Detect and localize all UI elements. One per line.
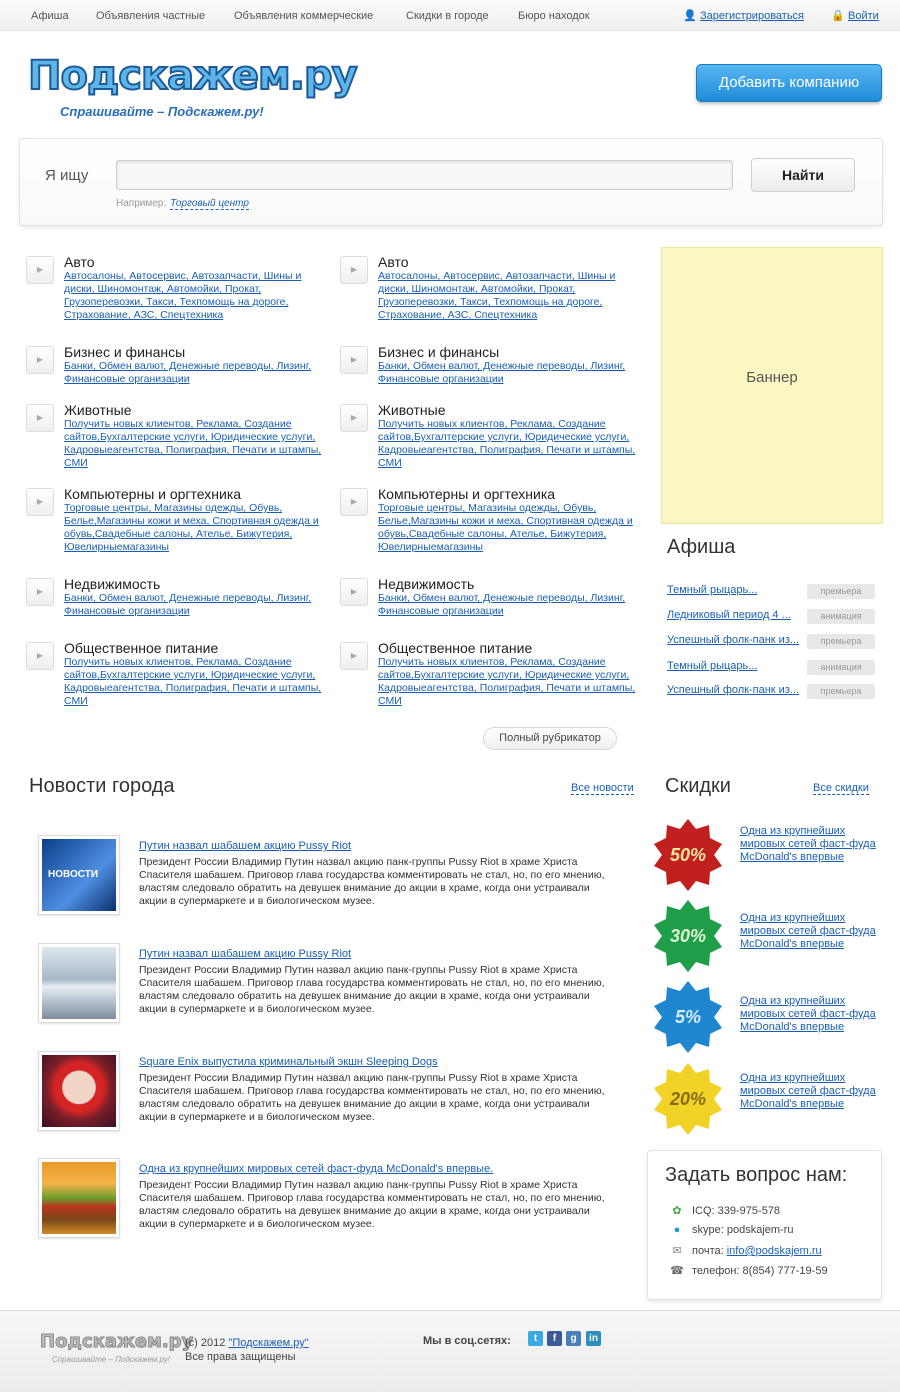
category-title[interactable]: Бизнес и финансы bbox=[64, 344, 186, 360]
search-panel bbox=[19, 138, 883, 226]
footer bbox=[0, 1310, 900, 1392]
contact-icq-text: ICQ: 339-975-578 bbox=[692, 1205, 781, 1217]
discount-link[interactable]: Одна из крупнейших мировых сетей фаст-фуда McDonald's впервые bbox=[740, 1072, 876, 1110]
news-thumbnail[interactable] bbox=[38, 835, 120, 915]
afisha-item-link[interactable]: Ледниковый период 4 ... bbox=[667, 609, 791, 621]
afisha-tag: премьера bbox=[807, 634, 875, 649]
category-links[interactable]: Автосалоны, Автосервис, Автозапчасти, Шины и диски, Шиномонтаж, Автомойки, Прокат, Грузоперевозки, Такси, Техпомощь на дороге, Страхование, АЗС, Спецтехника bbox=[378, 270, 616, 321]
search-hint-link[interactable]: Торговый центр bbox=[170, 198, 249, 209]
contact-mail-link[interactable]: info@podskajem.ru bbox=[726, 1245, 822, 1257]
arrow-icon[interactable]: ▶ bbox=[26, 404, 54, 432]
arrow-icon[interactable]: ▶ bbox=[340, 488, 368, 516]
news-title[interactable]: Путин назвал шабашем акцию Pussy Riot bbox=[139, 948, 352, 960]
discount-percent: 20% bbox=[669, 1089, 707, 1109]
nav-lost-found[interactable]: Бюро находок bbox=[518, 10, 590, 22]
nav-afisha[interactable]: Афиша bbox=[31, 10, 69, 22]
copyright-link[interactable]: "Подскажем.ру" bbox=[228, 1337, 309, 1349]
category-title[interactable]: Недвижимость bbox=[64, 576, 161, 592]
category-links[interactable]: Банки, Обмен валют, Денежные переводы, Лизинг, Финансовые организации bbox=[64, 360, 312, 385]
linkedin-icon[interactable]: in bbox=[586, 1331, 601, 1346]
category-title[interactable]: Животные bbox=[378, 402, 446, 418]
rights-text: Все права защищены bbox=[185, 1351, 296, 1363]
afisha-item-link[interactable]: Успешный фолк-панк из... bbox=[667, 634, 800, 646]
contact-mail bbox=[670, 1244, 822, 1257]
afisha-item bbox=[667, 660, 877, 676]
icq-icon: ✿ bbox=[672, 1205, 682, 1217]
category-title[interactable]: Животные bbox=[64, 402, 132, 418]
category-links[interactable]: Торговые центры, Магазины одежды, Обувь, Белье,Магазины кожи и меха, Спортивная одежда и обувь,Свадебные салоны, Ателье, Бижутерия, Ювелирныемагазины bbox=[64, 502, 319, 553]
arrow-icon[interactable]: ▶ bbox=[340, 404, 368, 432]
category-links[interactable]: Получить новых клиентов, Реклама, Создание сайтов,Бухгалтерские услуги, Юридические услуги, Кадровыеагентства, Полиграфия, Печати и штампы, СМИ bbox=[378, 418, 636, 469]
afisha-tag: премьера bbox=[807, 684, 875, 699]
arrow-icon[interactable]: ▶ bbox=[26, 578, 54, 606]
category-links[interactable]: Автосалоны, Автосервис, Автозапчасти, Шины и диски, Шиномонтаж, Автомойки, Прокат, Грузоперевозки, Такси, Техпомощь на дороге, Страхование, АЗС, Спецтехника bbox=[64, 270, 302, 321]
news-thumbnail[interactable] bbox=[38, 1051, 120, 1131]
news-text: Президент России Владимир Путин назвал акцию панк-группы Pussy Riot в храме Христа Спасителя шабашем. Приговор глава государства комментировать не стал, но, по его мнению, властям следовало обратить на девушек внимание до акции в храме, когда они устраивали акции в супермаркете и в биологическом музее. bbox=[139, 964, 605, 1015]
skype-icon: ● bbox=[673, 1224, 681, 1236]
category-links[interactable]: Получить новых клиентов, Реклама, Создание сайтов,Бухгалтерские услуги, Юридические услуги, Кадровыеагентства, Полиграфия, Печати и штампы, СМИ bbox=[64, 418, 322, 469]
news-text: Президент России Владимир Путин назвал акцию панк-группы Pussy Riot в храме Христа Спасителя шабашем. Приговор глава государства комментировать не стал, но, по его мнению, властям следовало обратить на девушек внимание до акции в храме, когда они устраивали акции в супермаркете и в биологическом музее. bbox=[139, 856, 605, 907]
user-icon: 👤 bbox=[683, 10, 697, 22]
search-input[interactable] bbox=[116, 160, 733, 190]
arrow-icon[interactable]: ▶ bbox=[26, 642, 54, 670]
arrow-icon[interactable]: ▶ bbox=[340, 578, 368, 606]
arrow-icon[interactable]: ▶ bbox=[26, 346, 54, 374]
all-discounts-link[interactable]: Все скидки bbox=[813, 782, 869, 794]
category-title[interactable]: Общественное питание bbox=[378, 640, 533, 656]
google-icon[interactable]: g bbox=[566, 1331, 581, 1346]
afisha-item bbox=[667, 684, 877, 700]
afisha-tag: анимация bbox=[807, 609, 875, 624]
twitter-icon[interactable]: t bbox=[528, 1331, 543, 1346]
top-navigation bbox=[0, 0, 900, 31]
search-hint-label: Например: bbox=[116, 198, 167, 209]
news-thumbnail[interactable] bbox=[38, 943, 120, 1023]
contact-icq bbox=[670, 1204, 780, 1217]
category-title[interactable]: Компьютерны и оргтехника bbox=[64, 486, 242, 502]
category-title[interactable]: Авто bbox=[378, 254, 409, 270]
contact-title: Задать вопрос нам: bbox=[665, 1164, 848, 1186]
discounts-section-title: Скидки bbox=[665, 775, 731, 797]
news-title[interactable]: Square Enix выпустила криминальный экшн Sleeping Dogs bbox=[139, 1056, 438, 1068]
discount-link[interactable]: Одна из крупнейших мировых сетей фаст-фуда McDonald's впервые bbox=[740, 825, 876, 863]
facebook-icon[interactable]: f bbox=[547, 1331, 562, 1346]
discount-badge[interactable] bbox=[652, 819, 724, 891]
discount-percent: 5% bbox=[674, 1007, 701, 1027]
discount-link[interactable]: Одна из крупнейших мировых сетей фаст-фуда McDonald's впервые bbox=[740, 912, 876, 950]
arrow-icon[interactable]: ▶ bbox=[26, 488, 54, 516]
discount-link[interactable]: Одна из крупнейших мировых сетей фаст-фуда McDonald's впервые bbox=[740, 995, 876, 1033]
lock-icon: 🔒 bbox=[831, 10, 845, 22]
news-title[interactable]: Одна из крупнейших мировых сетей фаст-фуда McDonald's впервые. bbox=[139, 1163, 494, 1175]
discount-percent: 30% bbox=[669, 926, 707, 946]
arrow-icon[interactable]: ▶ bbox=[26, 256, 54, 284]
news-thumbnail[interactable] bbox=[38, 1158, 120, 1238]
footer-copyright bbox=[185, 1336, 309, 1364]
contact-box bbox=[647, 1150, 882, 1300]
footer-slogan: Спрашивайте – Подскажем.ру! bbox=[52, 1355, 170, 1364]
afisha-item-link[interactable]: Темный рыцарь... bbox=[667, 584, 758, 596]
news-text: Президент России Владимир Путин назвал акцию панк-группы Pussy Riot в храме Христа Спасителя шабашем. Приговор глава государства комментировать не стал, но, по его мнению, властям следовало обратить на девушек внимание до акции в храме, когда они устраивали акции в супермаркете и в биологическом музее. bbox=[139, 1179, 605, 1230]
phone-icon: ☎ bbox=[670, 1265, 684, 1277]
discount-badge[interactable] bbox=[652, 900, 724, 972]
category-title[interactable]: Бизнес и финансы bbox=[378, 344, 500, 360]
news-text: Президент России Владимир Путин назвал акцию панк-группы Pussy Riot в храме Христа Спасителя шабашем. Приговор глава государства комментировать не стал, но, по его мнению, властям следовало обратить на девушек внимание до акции в храме, когда они устраивали акции в супермаркете и в биологическом музее. bbox=[139, 1072, 605, 1123]
social-label: Мы в соц.сетях: bbox=[423, 1335, 511, 1347]
news-title[interactable]: Путин назвал шабашем акцию Pussy Riot bbox=[139, 840, 352, 852]
discount-badge[interactable] bbox=[652, 1063, 724, 1135]
login-link[interactable]: Войти bbox=[848, 10, 879, 22]
news-section-title: Новости города bbox=[29, 775, 175, 797]
afisha-item-link[interactable]: Темный рыцарь... bbox=[667, 660, 758, 672]
category-title[interactable]: Общественное питание bbox=[64, 640, 219, 656]
contact-mail-label: почта: bbox=[692, 1245, 724, 1257]
banner-placeholder[interactable]: Баннер bbox=[661, 247, 883, 524]
news-thumbnail-label: НОВОСТИ bbox=[48, 869, 99, 880]
category-links[interactable]: Банки, Обмен валют, Денежные переводы, Лизинг, Финансовые организации bbox=[378, 592, 626, 617]
mail-icon: ✉ bbox=[672, 1245, 682, 1257]
category-title[interactable]: Недвижимость bbox=[378, 576, 475, 592]
category-links[interactable]: Торговые центры, Магазины одежды, Обувь, Белье,Магазины кожи и меха, Спортивная одежда и обувь,Свадебные салоны, Ателье, Бижутерия, Ювелирныемагазины bbox=[378, 502, 633, 553]
arrow-icon[interactable]: ▶ bbox=[340, 642, 368, 670]
afisha-title: Афиша bbox=[667, 536, 736, 558]
search-hint bbox=[116, 198, 249, 209]
category-title[interactable]: Авто bbox=[64, 254, 95, 270]
arrow-icon[interactable]: ▶ bbox=[340, 346, 368, 374]
discount-percent: 50% bbox=[669, 845, 707, 865]
all-news-link[interactable]: Все новости bbox=[571, 782, 634, 794]
category-links[interactable]: Банки, Обмен валют, Денежные переводы, Лизинг, Финансовые организации bbox=[64, 592, 312, 617]
register-link[interactable]: Зарегистрироваться bbox=[700, 10, 805, 22]
discount-badge[interactable] bbox=[652, 981, 724, 1053]
afisha-tag: премьера bbox=[807, 584, 875, 599]
contact-skype-text: skype: podskajem-ru bbox=[692, 1224, 794, 1236]
afisha-item bbox=[667, 634, 877, 650]
afisha-item bbox=[667, 584, 877, 600]
site-logo[interactable] bbox=[28, 46, 357, 126]
footer-logo[interactable]: Подскажем.ру bbox=[40, 1331, 194, 1352]
category-links[interactable]: Банки, Обмен валют, Денежные переводы, Лизинг, Финансовые организации bbox=[378, 360, 626, 385]
search-button[interactable]: Найти bbox=[751, 158, 855, 192]
nav-discounts[interactable]: Скидки в городе bbox=[406, 10, 489, 22]
arrow-icon[interactable]: ▶ bbox=[340, 256, 368, 284]
afisha-item bbox=[667, 609, 877, 625]
full-rubricator-button[interactable]: Полный рубрикатор bbox=[483, 727, 617, 750]
category-links[interactable]: Получить новых клиентов, Реклама, Создание сайтов,Бухгалтерские услуги, Юридические услуги, Кадровыеагентства, Полиграфия, Печати и штампы, СМИ bbox=[64, 656, 322, 707]
category-title[interactable]: Компьютерны и оргтехника bbox=[378, 486, 556, 502]
nav-commercial-ads[interactable]: Объявления коммерческие bbox=[234, 10, 374, 22]
contact-phone-text: телефон: 8(854) 777-19-59 bbox=[692, 1265, 828, 1277]
afisha-item-link[interactable]: Успешный фолк-панк из... bbox=[667, 684, 800, 696]
search-label: Я ищу bbox=[45, 167, 89, 184]
logo-text: Подскажем.ру bbox=[28, 53, 357, 99]
contact-phone bbox=[670, 1264, 828, 1277]
copyright-prefix: (c) 2012 bbox=[185, 1337, 226, 1349]
add-company-button[interactable]: Добавить компанию bbox=[696, 64, 882, 102]
nav-private-ads[interactable]: Объявления частные bbox=[96, 10, 206, 22]
logo-slogan: Спрашивайте – Подскажем.ру! bbox=[60, 104, 264, 119]
category-links[interactable]: Получить новых клиентов, Реклама, Создание сайтов,Бухгалтерские услуги, Юридические услуги, Кадровыеагентства, Полиграфия, Печати и штампы, СМИ bbox=[378, 656, 636, 707]
contact-skype bbox=[670, 1224, 794, 1236]
afisha-tag: анимация bbox=[807, 660, 875, 675]
